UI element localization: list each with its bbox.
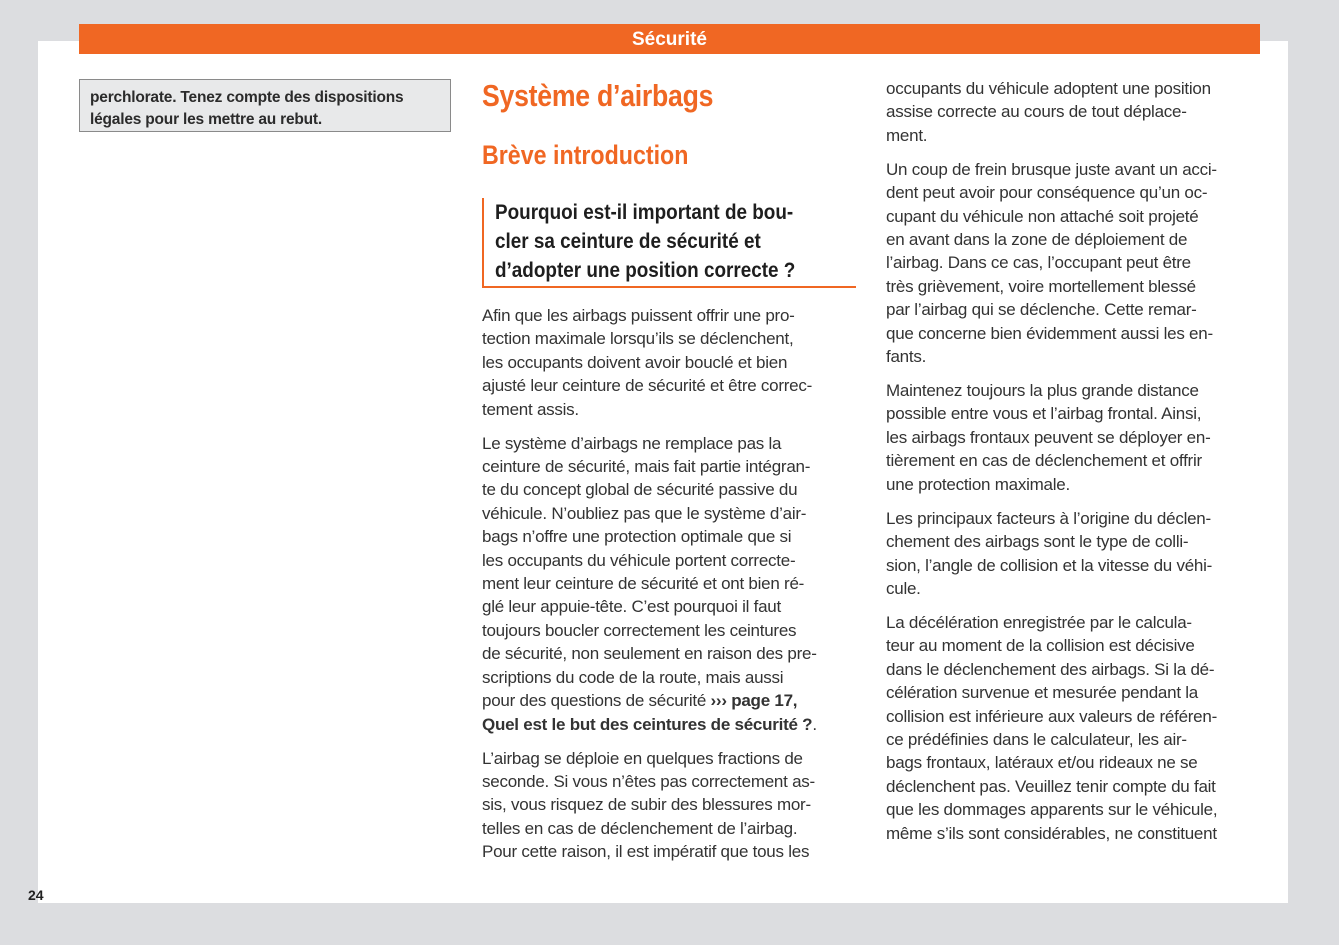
text-line xyxy=(482,689,858,712)
text-line: seconde. Si vous n’êtes pas correctement as- xyxy=(482,771,815,791)
text-line: te du concept global de sécurité passive du xyxy=(482,480,798,500)
text-line: Afin que les airbags puissent offrir une pro- xyxy=(482,306,795,325)
text-line: Le système d’airbags ne remplace pas la xyxy=(482,433,782,453)
note-line: perchlorate. Tenez compte des dispositions xyxy=(90,89,404,106)
text-line: sion, l’angle de collision et la vitesse du véhi- xyxy=(886,555,1213,575)
note-line: légales pour les mettre au rebut. xyxy=(90,111,323,128)
question-box xyxy=(482,198,856,288)
text-line xyxy=(482,713,858,736)
text-line: les occupants doivent avoir bouclé et bien xyxy=(482,352,788,372)
question-line: cler sa ceinture de sécurité et xyxy=(495,230,761,253)
text-segment: pour des questions de sécurité xyxy=(482,691,711,711)
text-line: bags n’offre une protection optimale que si xyxy=(482,527,792,547)
section-subtitle: Brève introduction xyxy=(482,140,689,170)
paragraph xyxy=(886,611,1262,845)
paragraph xyxy=(482,747,858,864)
question-line: Pourquoi est-il important de bou- xyxy=(495,201,794,224)
text-segment: . xyxy=(812,714,817,734)
paragraph xyxy=(886,379,1262,496)
cross-reference-link[interactable]: Quel est le but des ceintures de sécurité ? xyxy=(482,714,813,734)
text-line: occupants du véhicule adoptent une position xyxy=(886,79,1211,98)
text-line: collision est inférieure aux valeurs de référen- xyxy=(886,706,1218,726)
question-line: d’adopter une position correcte ? xyxy=(495,259,796,282)
text-line: que les dommages apparents sur le véhicule, xyxy=(886,800,1218,820)
text-line: fants. xyxy=(886,347,927,367)
text-line: cule. xyxy=(886,578,921,598)
text-line: une protection maximale. xyxy=(886,474,1070,494)
text-line: ceinture de sécurité, mais fait partie intégran- xyxy=(482,457,811,477)
text-line: tièrement en cas de déclenchement et offrir xyxy=(886,451,1202,471)
text-line: Les principaux facteurs à l’origine du déclen- xyxy=(886,508,1211,528)
paragraph xyxy=(886,158,1262,369)
text-line: déclenchent pas. Veuillez tenir compte du fait xyxy=(886,776,1216,796)
note-box xyxy=(79,79,451,132)
text-line: même s’ils sont considérables, ne constituent xyxy=(886,823,1217,843)
text-line: Pour cette raison, il est impératif que tous les xyxy=(482,842,810,862)
text-line: de sécurité, non seulement en raison des pre- xyxy=(482,644,817,664)
text-line: dent peut avoir pour conséquence qu’un oc- xyxy=(886,183,1208,203)
text-line: ment. xyxy=(886,125,928,145)
text-line: ment leur ceinture de sécurité et ont bien ré- xyxy=(482,574,805,594)
text-line: chement des airbags sont le type de colli- xyxy=(886,532,1189,552)
text-line: en avant dans la zone de déploiement de xyxy=(886,230,1188,250)
text-line: telles en cas de déclenchement de l’airbag. xyxy=(482,818,798,838)
text-line: l’airbag. Dans ce cas, l’occupant peut être xyxy=(886,253,1191,273)
section-header-bar xyxy=(79,24,1260,54)
text-line: tection maximale lorsqu’ils se déclenchent, xyxy=(482,329,794,349)
text-line: Maintenez toujours la plus grande distance xyxy=(886,381,1199,401)
text-line: toujours boucler correctement les ceintures xyxy=(482,620,797,640)
paragraph xyxy=(886,77,1262,147)
body-column-right xyxy=(886,77,1262,856)
text-line: assise correcte au cours de tout déplace- xyxy=(886,102,1187,122)
text-line: possible entre vous et l’airbag frontal. Ainsi, xyxy=(886,404,1202,424)
text-line: ajusté leur ceinture de sécurité et être correc- xyxy=(482,376,813,396)
paragraph xyxy=(482,432,858,736)
section-header-title: Sécurité xyxy=(632,29,707,50)
text-line: bags frontaux, latéraux et/ou rideaux ne se xyxy=(886,753,1198,773)
text-line: véhicule. N’oubliez pas que le système d’air- xyxy=(482,503,807,523)
text-line: La décélération enregistrée par le calcula- xyxy=(886,612,1192,632)
text-line: ce prédéfinies dans le calculateur, les air- xyxy=(886,729,1187,749)
text-line: sis, vous risquez de subir des blessures mor- xyxy=(482,795,811,815)
text-line: tement assis. xyxy=(482,399,579,419)
text-line: par l’airbag qui se déclenche. Cette remar- xyxy=(886,300,1197,320)
text-line: teur au moment de la collision est décisive xyxy=(886,636,1195,656)
section-title: Système d’airbags xyxy=(482,78,714,113)
text-line: Un coup de frein brusque juste avant un acci- xyxy=(886,159,1217,179)
text-line: scriptions du code de la route, mais aussi xyxy=(482,667,784,687)
paragraph xyxy=(482,304,858,421)
body-column-middle xyxy=(482,304,858,874)
text-line: glé leur appuie-tête. C’est pourquoi il faut xyxy=(482,597,781,617)
page-number: 24 xyxy=(28,887,44,903)
text-line: les airbags frontaux peuvent se déployer en- xyxy=(886,427,1211,447)
paragraph xyxy=(886,507,1262,601)
text-line: les occupants du véhicule portent correcte- xyxy=(482,550,796,570)
text-line: que concerne bien évidemment aussi les en- xyxy=(886,323,1213,343)
text-line: très grièvement, voire mortellement blessé xyxy=(886,276,1196,296)
text-line: cupant du véhicule non attaché soit projeté xyxy=(886,206,1199,226)
cross-reference-link[interactable]: ››› page 17, xyxy=(710,691,798,711)
text-line: dans le déclenchement des airbags. Si la dé- xyxy=(886,659,1215,679)
question-heading xyxy=(495,198,795,285)
text-line: L’airbag se déploie en quelques fractions de xyxy=(482,748,803,768)
text-line: célération survenue et mesurée pendant la xyxy=(886,683,1199,703)
